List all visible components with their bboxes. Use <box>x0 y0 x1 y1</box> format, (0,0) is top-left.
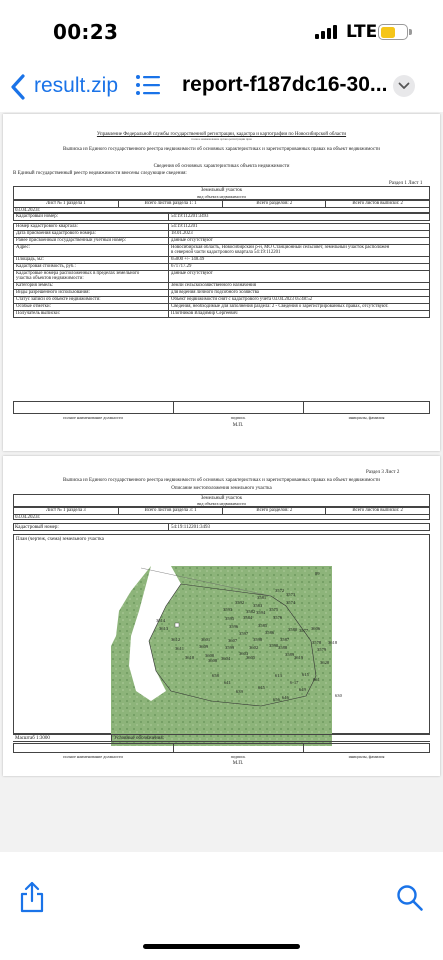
plan-point-label: 639 <box>236 689 243 694</box>
plan-point-label: 3593 <box>223 607 233 612</box>
authority-header-sub: полное наименование органа регистрации прав <box>191 137 252 141</box>
table-row: Кадастровая стоимость, руб.: 671717.29 <box>14 264 430 271</box>
plan-point-label: 3587 <box>280 637 290 642</box>
stamp-label: М.П. <box>232 423 244 428</box>
plan-point-label: 6-17 <box>290 680 299 685</box>
plan-subtitle: Описание местоположения земельного участка <box>171 486 272 491</box>
table-row: Особые отметки: Сведения, необходимые для заполнения раздела: 2 - Сведения о зарегистрированных правах, отсутствуют. <box>14 304 430 311</box>
table-row: Площадь, м2: 65000 +/- 148.49 <box>14 257 430 264</box>
plan-point-label: 3577 <box>299 628 309 633</box>
section-label: Раздел 1 Лист 1 <box>389 181 423 186</box>
plan-point-label: 3605 <box>246 655 256 660</box>
authority-header: Управление Федеральной службы государственной регистрации, кадастра и картографии по Новосибирской области <box>96 132 347 137</box>
sign-label-signature: подпись <box>230 753 246 759</box>
sign-label-name: инициалы, фамилия <box>348 415 385 420</box>
sign-label-name: инициалы, фамилия <box>348 753 385 759</box>
plan-point-label: 3607 <box>228 638 238 643</box>
table-row: Адрес: Новосибирская область, Новосибирский р-н, МО Станционный сельсовет, земельный участок расположен в северной части кадастрового квартала 54:19:112201 <box>14 245 430 257</box>
plan-point-label: 3620 <box>320 660 330 665</box>
sheet-header-cell: Всего разделов: 2 <box>223 508 326 515</box>
cadastral-label: Кадастровый номер: <box>15 525 59 530</box>
document-title: report-f187dc16-30... <box>182 73 388 96</box>
plan-point-label: 3606 <box>311 626 321 631</box>
extract-date: 03.04.2023г. <box>15 207 41 213</box>
plan-point-label: 3589 <box>285 652 295 657</box>
clock: 00:23 <box>53 20 119 44</box>
plan-point-label: 3584 <box>243 615 253 620</box>
extract-title: Выписка из Единого государственного реестра недвижимости об основных характеристиках и зарегистрированных правах на объект недвижимости <box>62 147 380 152</box>
plan-point-label: 615 <box>302 672 309 677</box>
sheet-header-cell: Лист № 1 раздела 3 <box>14 508 119 515</box>
table-row: Дата присвоения кадастрового номера: 18.01.2023 <box>14 231 430 238</box>
plan-point-label: 3572 <box>275 588 285 593</box>
table-row: Статус записи об объекте недвижимости: Объект недвижимости снят с кадастрового учета 03.04.2023 05:48:52 <box>14 297 430 304</box>
stamp-label: М.П. <box>232 761 244 766</box>
sheet-header-cell: Всего разделов: 2 <box>223 201 326 208</box>
sheet-header-cell: Всего листов выписки: 2 <box>326 201 430 208</box>
battery-icon <box>378 24 408 40</box>
plan-point-label: 3581 <box>257 595 267 600</box>
object-type-sub: вид объекта недвижимости <box>197 193 246 199</box>
extract-title: Выписка из Единого государственного реестра недвижимости об основных характеристиках и зарегистрированных правах на объект недвижимости <box>62 478 380 483</box>
plan-point-label: 3612 <box>171 637 181 642</box>
status-bar <box>0 0 443 64</box>
bottom-toolbar <box>0 852 443 960</box>
signal-icon <box>315 25 339 39</box>
table-row: Категория земель: Земли сельскохозяйственного назначения <box>14 283 430 290</box>
plan-point-label: 3619 <box>294 655 304 660</box>
document-page-1 <box>3 114 440 451</box>
list-icon[interactable] <box>135 74 161 96</box>
table-row: Получатель выписки: Плотников Владимир Сергеевич <box>14 311 430 318</box>
plan-point-label: 3573 <box>286 592 296 597</box>
plan-point-label: 3583 <box>253 603 263 608</box>
plan-point-label: 3582 <box>246 609 256 614</box>
signature-box <box>13 743 430 753</box>
plan-point-label: 3608 <box>208 658 218 663</box>
plan-point-label: 3611 <box>175 646 185 651</box>
document-page-2 <box>3 456 440 776</box>
plan-point-label: 646 <box>282 695 289 700</box>
plan-point-label: 3595 <box>225 616 235 621</box>
table-row: Виды разрешенного использования: для ведения личного подсобного хозяйства <box>14 290 430 297</box>
object-type: Земельный участок <box>200 495 243 501</box>
registry-note: В Единый государственный реестр недвижимости внесены следующие сведения: <box>13 171 187 176</box>
plan-point-label: 649 <box>299 687 306 692</box>
network-type: LTE <box>346 22 378 42</box>
plan-point-label: 641 <box>224 680 231 685</box>
plan-point-label: 3580 <box>288 627 298 632</box>
sheet-header-cell: Лист № 1 раздела 1 <box>14 201 119 208</box>
extract-date: 03.04.2023г. <box>15 514 41 520</box>
plan-point-label: 3588 <box>278 645 288 650</box>
plan-point-label: 3586 <box>265 630 275 635</box>
plan-point-label: 3579 <box>317 647 327 652</box>
chevron-down-icon <box>398 82 410 90</box>
plan-point-label: 3575 <box>269 607 279 612</box>
title-menu-button[interactable] <box>393 75 415 97</box>
plan-point-label: 3590 <box>269 643 279 648</box>
table-row: Кадастровые номера расположенных в пределах земельного участка объектов недвижимости: данные отсутствуют <box>14 271 430 283</box>
plan-point-label: 3592 <box>235 600 245 605</box>
sheet-header-cell: Всего листов выписки: 2 <box>326 508 430 515</box>
legend-label: Условные обозначения: <box>114 735 165 741</box>
document-viewer[interactable] <box>0 112 443 852</box>
plan-point-label: 3596 <box>229 624 239 629</box>
plan-point-label: 3614 <box>156 618 166 623</box>
plan-point-label: 3574 <box>286 600 296 605</box>
plan-point-label: 645 <box>258 685 265 690</box>
object-type-sub: вид объекта недвижимости <box>197 500 246 506</box>
scale-label: Масштаб 1:3000 <box>15 735 50 741</box>
plan-point-label: 89 <box>315 571 320 576</box>
search-icon[interactable] <box>396 884 424 912</box>
plan-point-label: 613 <box>275 673 282 678</box>
signature-box <box>13 401 430 414</box>
plan-point-label: 3603 <box>239 651 249 656</box>
info-title: Сведения об основных характеристиках объекта недвижимости <box>153 164 290 169</box>
sheet-header-cell: Всего листов раздела 3: 1 <box>118 508 223 515</box>
cadastral-value: 54:19:112201:3493 <box>171 525 210 530</box>
plan-point-label: 3585 <box>258 623 268 628</box>
plan-point-label: 3597 <box>239 631 249 636</box>
plan-point-label: 3610 <box>185 655 195 660</box>
plan-point-label: 658 <box>212 673 219 678</box>
navigation-bar <box>0 64 443 112</box>
date-row <box>13 514 430 521</box>
characteristics-table <box>13 213 430 318</box>
plan-point-label: 3600 <box>205 653 215 658</box>
plan-point-label: 656 <box>273 697 280 702</box>
back-button[interactable]: result.zip <box>34 74 119 97</box>
plan-point-label: 3576 <box>273 615 283 620</box>
table-row: Ранее присвоенный государственный учетный номер: данные отсутствуют <box>14 238 430 245</box>
plan-title: План (чертеж, схема) земельного участка <box>16 537 104 542</box>
plan-point-label: 3601 <box>201 637 211 642</box>
plan-point-label: 3598 <box>253 637 263 642</box>
section-label: Раздел 3 Лист 2 <box>366 470 400 475</box>
sheet-header-cell: Всего листов раздела 1: 1 <box>118 201 223 208</box>
share-icon[interactable] <box>18 880 46 914</box>
plan-point-label: 3602 <box>249 645 259 650</box>
plan-point-label: 661 <box>313 677 320 682</box>
object-type: Земельный участок <box>200 188 243 193</box>
plan-point-label: 3599 <box>225 645 235 650</box>
back-chevron-icon[interactable] <box>8 71 30 103</box>
plan-point-label: 3613 <box>159 626 169 631</box>
home-indicator[interactable] <box>143 944 300 949</box>
sign-label-position: полное наименование должности <box>63 415 123 420</box>
cadastral-row <box>13 523 430 531</box>
plan-point-label: 3618 <box>328 640 338 645</box>
sign-label-signature: подпись <box>230 415 246 420</box>
plan-point-label: 3604 <box>221 656 231 661</box>
plan-point-label: 3594 <box>256 610 266 615</box>
plan-point-label: 3609 <box>199 644 209 649</box>
plan-point-label: 3578 <box>312 640 322 645</box>
sign-label-position: полное наименование должности <box>63 753 123 759</box>
plan-point-label: 630 <box>335 693 342 698</box>
table-row: Кадастровый номер: 54:19:112201:3493 <box>14 214 430 221</box>
table-row: Номер кадастрового квартала: 54:19:112201 <box>14 224 430 231</box>
